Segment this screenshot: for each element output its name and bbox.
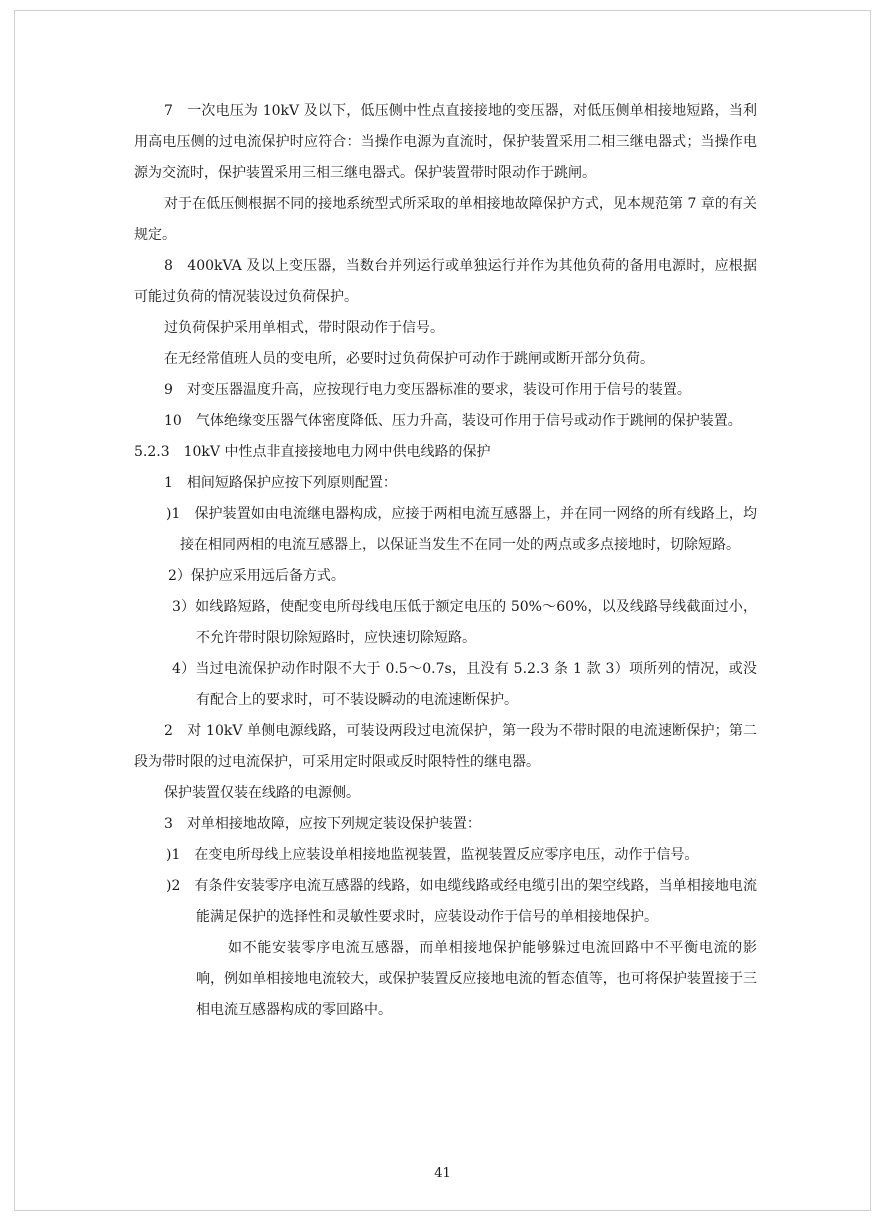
paragraph-zero-sequence-note: 如不能安装零序电流互感器，而单相接地保护能够躲过电流回路中不平衡电流的影响，例如单相接地电流较大，或保护装置反应接地电流的暂态值等，也可将保护装置接于三相电流互感器构成的零回路中。 xyxy=(196,940,757,1018)
paragraph-clause-3: 3 对单相接地故障，应按下列规定装设保护装置： xyxy=(164,816,481,832)
paragraph-item-10: 10 气体绝缘变压器气体密度降低、压力升高，装设可作用于信号或动作于跳闸的保护装置。 xyxy=(164,413,742,429)
list-item-1-3: 3）如线路短路，使配变电所母线电压低于额定电压的 50%～60%，以及线路导线截面过小，不允许带时限切除短路时，应快速切除短路。 xyxy=(172,599,757,646)
paragraph-overload-single-phase: 过负荷保护采用单相式，带时限动作于信号。 xyxy=(164,320,444,336)
paragraph-ground-fault-note: 对于在低压侧根据不同的接地系统型式所采取的单相接地故障保护方式，见本规范第 7 章的有关规定。 xyxy=(134,196,757,243)
list-item-1-4: 4）当过电流保护动作时限不大于 0.5～0.7s，且没有 5.2.3 条 1 款 3）项所列的情况，或没有配合上的要求时，可不装设瞬动的电流速断保护。 xyxy=(172,661,757,708)
paragraph-source-side: 保护装置仅装在线路的电源侧。 xyxy=(164,785,360,801)
paragraph-item-8: 8 400kVA 及以上变压器，当数台并列运行或单独运行并作为其他负荷的备用电源时，应根据可能过负荷的情况装设过负荷保护。 xyxy=(134,258,757,305)
list-item-1-1: )1 保护装置如由电流继电器构成，应接于两相电流互感器上，并在同一网络的所有线路上，均接在相同两相的电流互感器上，以保证当发生不在同一处的两点或多点接地时，切除短路。 xyxy=(166,506,757,553)
paragraph-clause-1: 1 相间短路保护应按下列原则配置： xyxy=(164,475,397,491)
paragraph-clause-2: 2 对 10kV 单侧电源线路，可装设两段过电流保护，第一段为不带时限的电流速断保护；第二段为带时限的过电流保护，可采用定时限或反时限特性的继电器。 xyxy=(134,723,757,770)
section-heading-5-2-3: 5.2.3 10kV 中性点非直接接地电力网中供电线路的保护 xyxy=(134,444,491,460)
list-item-1-2: 2）保护应采用远后备方式。 xyxy=(168,568,345,584)
body-text xyxy=(134,96,757,1026)
list-item-3-2: )2 有条件安装零序电流互感器的线路，如电缆线路或经电缆引出的架空线路，当单相接地电流能满足保护的选择性和灵敏性要求时，应装设动作于信号的单相接地保护。 xyxy=(166,878,757,925)
page-number: 41 xyxy=(434,1166,451,1181)
list-item-3-1: )1 在变电所母线上应装设单相接地监视装置，监视装置反应零序电压，动作于信号。 xyxy=(166,847,699,863)
paragraph-unattended-substation: 在无经常值班人员的变电所，必要时过负荷保护可动作于跳闸或断开部分负荷。 xyxy=(164,351,654,367)
paragraph-item-7: 7 一次电压为 10kV 及以下，低压侧中性点直接接地的变压器，对低压侧单相接地短路，当利用高电压侧的过电流保护时应符合：当操作电源为直流时，保护装置采用二相三继电器式；当操作电源为交流时，保护装置采用三相三继电器式。保护装置带时限动作于跳闸。 xyxy=(134,103,757,181)
paragraph-item-9: 9 对变压器温度升高，应按现行电力变压器标准的要求，装设可作用于信号的装置。 xyxy=(164,382,691,398)
